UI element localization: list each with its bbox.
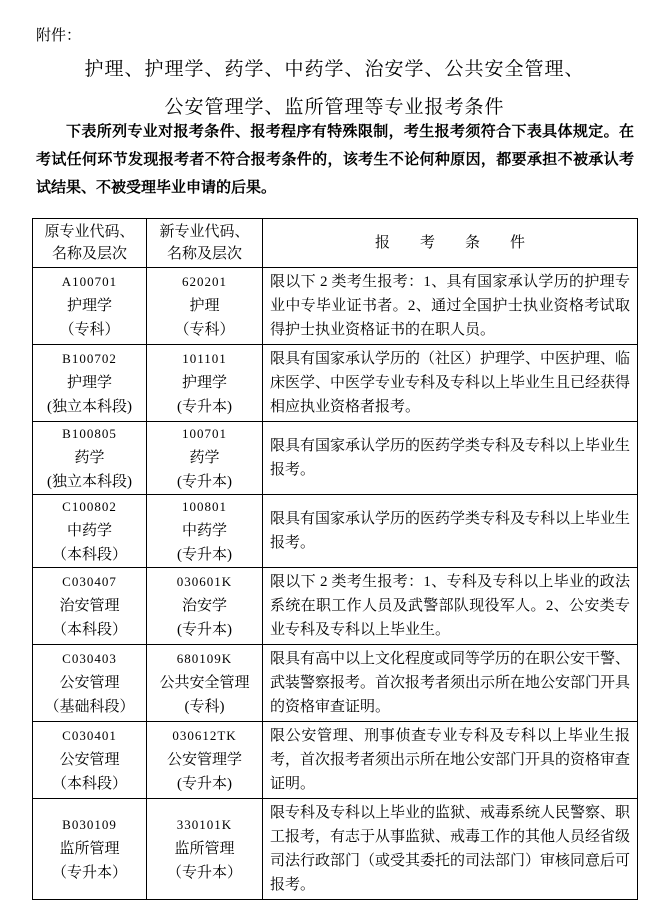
header-old-line1: 原专业代码、 [44, 224, 135, 240]
new-code: 330101K [176, 817, 233, 832]
header-old-line2: 名称及层次 [51, 246, 127, 262]
old-name: 药学 [74, 450, 105, 466]
old-name: 公安管理 [59, 752, 120, 768]
old-code: C100802 [62, 499, 117, 514]
new-major-cell [147, 268, 263, 345]
condition-cell: 限以下 2 类考生报考：1、专科及专科以上毕业的政法系统在职工作人员及武警部队现役军人。2、公安类专业专科及专科以上毕业生。 [263, 568, 638, 645]
new-major-cell [147, 722, 263, 799]
header-new-line1: 新专业代码、 [159, 224, 250, 240]
old-name: 监所管理 [59, 841, 120, 857]
old-code: B030109 [62, 817, 117, 832]
condition-cell: 限具有国家承认学历的（社区）护理学、中医护理、临床医学、中医学专业专科及专科以上毕业生且已经获得相应执业资格者报考。 [263, 345, 638, 422]
new-name: 监所管理 [174, 841, 235, 857]
table-row [33, 645, 638, 722]
new-level: (专升本) [177, 547, 232, 563]
doc-title-line1: 护理、护理学、药学、中药学、治安学、公共安全管理、 [84, 59, 585, 80]
old-name: 治安管理 [59, 598, 120, 614]
intro-paragraph: 下表所列专业对报考条件、报考程序有特殊限制，考生报考须符合下表具体规定。在考试任何环节发现报考者不符合报考条件的，该考生不论何种原因，都要承担不被承认考试结果、不被受理毕业申请的后果。 [36, 124, 634, 196]
old-level: （本科段） [51, 776, 127, 792]
old-code: C030403 [62, 651, 117, 666]
condition-cell: 限具有国家承认学历的医药学类专科及专科以上毕业生报考。 [263, 422, 638, 495]
new-code: 030612TK [172, 728, 237, 743]
old-major-cell [33, 495, 147, 568]
old-code: B100702 [62, 351, 117, 366]
new-code: 680109K [176, 651, 233, 666]
old-level: （基础科段） [44, 699, 135, 715]
header-new-major [147, 219, 263, 268]
new-name: 中药学 [181, 523, 227, 539]
condition-cell: 限专科及专科以上毕业的监狱、戒毒系统人民警察、职工报考，有志于从事监狱、戒毒工作的其他人员经省级司法行政部门（或受其委托的司法部门）审核同意后可报考。 [263, 799, 638, 900]
new-name: 公安管理学 [166, 752, 242, 768]
table-row [33, 722, 638, 799]
condition-cell: 限以下 2 类考生报考：1、具有国家承认学历的护理专业中专毕业证书者。2、通过全国护士执业资格考试取得护士执业资格证书的在职人员。 [263, 268, 638, 345]
new-level: (专升本) [177, 399, 232, 415]
table-row [33, 799, 638, 900]
table-row [33, 422, 638, 495]
new-major-cell [147, 799, 263, 900]
header-new-line2: 名称及层次 [166, 246, 242, 262]
header-condition: 报 考 条 件 [263, 219, 638, 268]
new-name: 药学 [189, 450, 220, 466]
old-code: B100805 [62, 426, 117, 441]
old-name: 中药学 [66, 523, 112, 539]
table-row [33, 568, 638, 645]
old-level: (独立本科段) [47, 399, 132, 415]
old-level: （专科） [59, 322, 120, 338]
new-major-cell [147, 568, 263, 645]
old-major-cell [33, 422, 147, 495]
new-name: 治安学 [181, 598, 227, 614]
new-level: (专升本) [177, 622, 232, 638]
old-level: （本科段） [51, 547, 127, 563]
new-level: (专科) [184, 699, 225, 715]
new-level: (专升本) [177, 776, 232, 792]
new-code: 100801 [182, 499, 227, 514]
doc-title-line2: 公安管理学、监所管理等专业报考条件 [164, 97, 505, 118]
new-major-cell [147, 422, 263, 495]
table-row [33, 268, 638, 345]
old-level: (独立本科段) [47, 474, 132, 490]
conditions-table [32, 218, 638, 900]
table-row [33, 495, 638, 568]
new-level: （专科） [174, 322, 235, 338]
new-major-cell [147, 345, 263, 422]
old-code: A100701 [61, 274, 118, 289]
new-major-cell [147, 645, 263, 722]
new-major-cell [147, 495, 263, 568]
new-level: (专升本) [177, 474, 232, 490]
new-name: 公共安全管理 [159, 675, 250, 691]
condition-cell: 限具有国家承认学历的医药学类专科及专科以上毕业生报考。 [263, 495, 638, 568]
old-code: C030401 [62, 728, 117, 743]
new-code: 101101 [182, 351, 227, 366]
new-level: （专升本） [166, 865, 242, 881]
old-level: （本科段） [51, 622, 127, 638]
new-code: 100701 [182, 426, 227, 441]
old-major-cell [33, 268, 147, 345]
new-name: 护理学 [181, 375, 227, 391]
new-code: 030601K [176, 574, 233, 589]
table-header-row [33, 219, 638, 268]
old-name: 护理学 [66, 298, 112, 314]
old-major-cell [33, 568, 147, 645]
new-name: 护理 [189, 298, 220, 314]
old-major-cell [33, 645, 147, 722]
old-major-cell [33, 799, 147, 900]
condition-cell: 限具有高中以上文化程度或同等学历的在职公安干警、武装警察报考。首次报考者须出示所在地公安部门开具的资格审查证明。 [263, 645, 638, 722]
header-old-major [33, 219, 147, 268]
table-row [33, 345, 638, 422]
old-name: 公安管理 [59, 675, 120, 691]
new-code: 620201 [182, 274, 227, 289]
old-code: C030407 [62, 574, 117, 589]
condition-cell: 限公安管理、刑事侦查专业专科及专科以上毕业生报考，首次报考者须出示所在地公安部门开具的资格审查证明。 [263, 722, 638, 799]
old-major-cell [33, 722, 147, 799]
attachment-label: 附件： [36, 28, 82, 44]
old-major-cell [33, 345, 147, 422]
old-name: 护理学 [66, 375, 112, 391]
old-level: （专升本） [51, 865, 127, 881]
